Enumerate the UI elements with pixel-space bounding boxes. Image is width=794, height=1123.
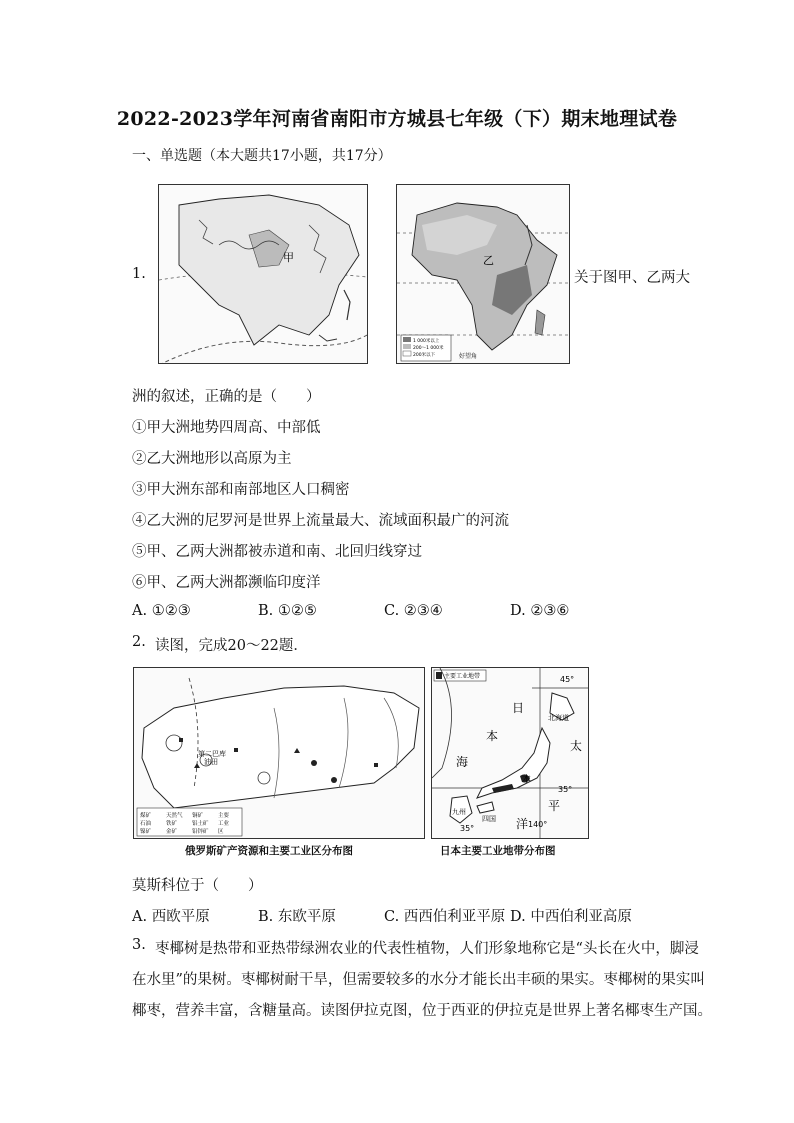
legend-item: 天然气: [166, 813, 183, 819]
q1-statement: ⑤甲、乙两大洲都被赤道和南、北回归线穿过: [132, 544, 422, 560]
russia-map-caption: 俄罗斯矿产资源和主要工业区分布图: [185, 845, 353, 857]
legend-mid: 200～1 000米: [413, 346, 444, 351]
latitude-label: 35°: [460, 824, 475, 833]
legend-high: 1 000米以上: [413, 339, 440, 344]
legend-item: 区: [218, 829, 224, 835]
sea-label: 本: [486, 729, 499, 743]
legend-item: 铜矿: [192, 813, 204, 819]
q2-number: 2.: [132, 634, 146, 650]
map-yi-label: 乙: [483, 254, 494, 267]
q2-sub-stem: 莫斯科位于（ ）: [132, 878, 263, 894]
legend-item: 镍矿: [140, 829, 152, 835]
q1-option-b[interactable]: B. ①②⑤: [258, 603, 317, 619]
q2-option-b[interactable]: B. 东欧平原: [258, 909, 336, 925]
q2-stem: 读图，完成20～22题．: [155, 638, 308, 654]
ocean-label: 太: [570, 739, 583, 753]
latitude-label: 35°: [558, 785, 573, 794]
q2-option-c[interactable]: C. 西西伯利亚平原: [384, 909, 506, 925]
japan-legend: 主要工业地带: [444, 673, 481, 680]
legend-item: 铝土矿: [192, 821, 209, 827]
q1-stem-cont: 洲的叙述，正确的是（ ）: [132, 389, 321, 405]
q1-option-c[interactable]: C. ②③④: [384, 603, 443, 619]
island-label: 本: [522, 775, 532, 785]
q3-number: 3.: [132, 937, 146, 953]
island-label: 四国: [482, 815, 496, 823]
oilfield-label: 第二巴库: [198, 750, 226, 758]
q2-options: [132, 905, 632, 926]
q1-statement: ②乙大洲地形以高原为主: [132, 451, 292, 467]
sea-label: 日: [512, 701, 525, 715]
ocean-label: 洋: [516, 817, 529, 831]
map-japan: [431, 667, 589, 839]
q1-stem-tail: 关于图甲、乙两大: [574, 270, 690, 286]
island-label: 北海道: [548, 714, 569, 722]
legend-item: 石油: [140, 821, 152, 827]
longitude-label: 140°: [528, 820, 548, 829]
page-title: 2022-2023学年河南省南阳市方城县七年级（下）期末地理试卷: [116, 108, 678, 130]
q1-statement: ③甲大洲东部和南部地区人口稠密: [132, 482, 350, 498]
legend-item: 铅锌矿: [192, 829, 209, 835]
cape-label: 好望角: [459, 353, 478, 360]
legend-low: 200米以下: [413, 353, 436, 358]
map-russia: [133, 667, 425, 839]
q1-number: 1.: [132, 266, 146, 282]
q1-statement: ④乙大洲的尼罗河是世界上流量最大、流域面积最广的河流: [132, 513, 509, 529]
section-heading: 一、单选题（本大题共17小题，共17分）: [132, 148, 392, 164]
legend-item: 主要: [218, 813, 230, 819]
japan-map-caption: 日本主要工业地带分布图: [440, 845, 556, 857]
island-label: 九州: [452, 808, 466, 816]
q1-options: [132, 603, 569, 619]
q2-option-d[interactable]: D. 中西伯利亚高原: [510, 909, 632, 925]
q3-line: 在水里”的果树。枣椰树耐干旱，但需要较多的水分才能长出丰硕的果实。枣椰树的果实叫: [132, 972, 705, 988]
sea-label: 海: [456, 755, 469, 769]
map-jia-asia: [158, 184, 368, 364]
q1-statement: ①甲大洲地势四周高、中部低: [132, 420, 321, 436]
q3-line: 椰枣，营养丰富，含糖量高。读图伊拉克图，位于西亚的伊拉克是世界上著名椰枣生产国。: [132, 1003, 712, 1019]
q1-option-a[interactable]: A. ①②③: [132, 603, 191, 619]
latitude-label: 45°: [560, 675, 575, 684]
legend-item: 煤矿: [140, 813, 152, 819]
map-yi-africa: [396, 184, 570, 364]
q1-option-d[interactable]: D. ②③⑥: [510, 603, 570, 619]
oilfield-label-2: 油田: [204, 758, 218, 766]
q2-option-a[interactable]: A. 西欧平原: [132, 909, 210, 925]
legend-item: 金矿: [166, 829, 178, 835]
ocean-label: 平: [548, 799, 561, 813]
legend-item: 铁矿: [166, 821, 178, 827]
legend-item: 工业: [218, 821, 230, 827]
map-jia-label: 甲: [283, 251, 294, 264]
q1-statement: ⑥甲、乙两大洲都濒临印度洋: [132, 575, 321, 591]
q3-line: 枣椰树是热带和亚热带绿洲农业的代表性植物，人们形象地称它是“头长在火中，脚浸: [155, 941, 699, 957]
